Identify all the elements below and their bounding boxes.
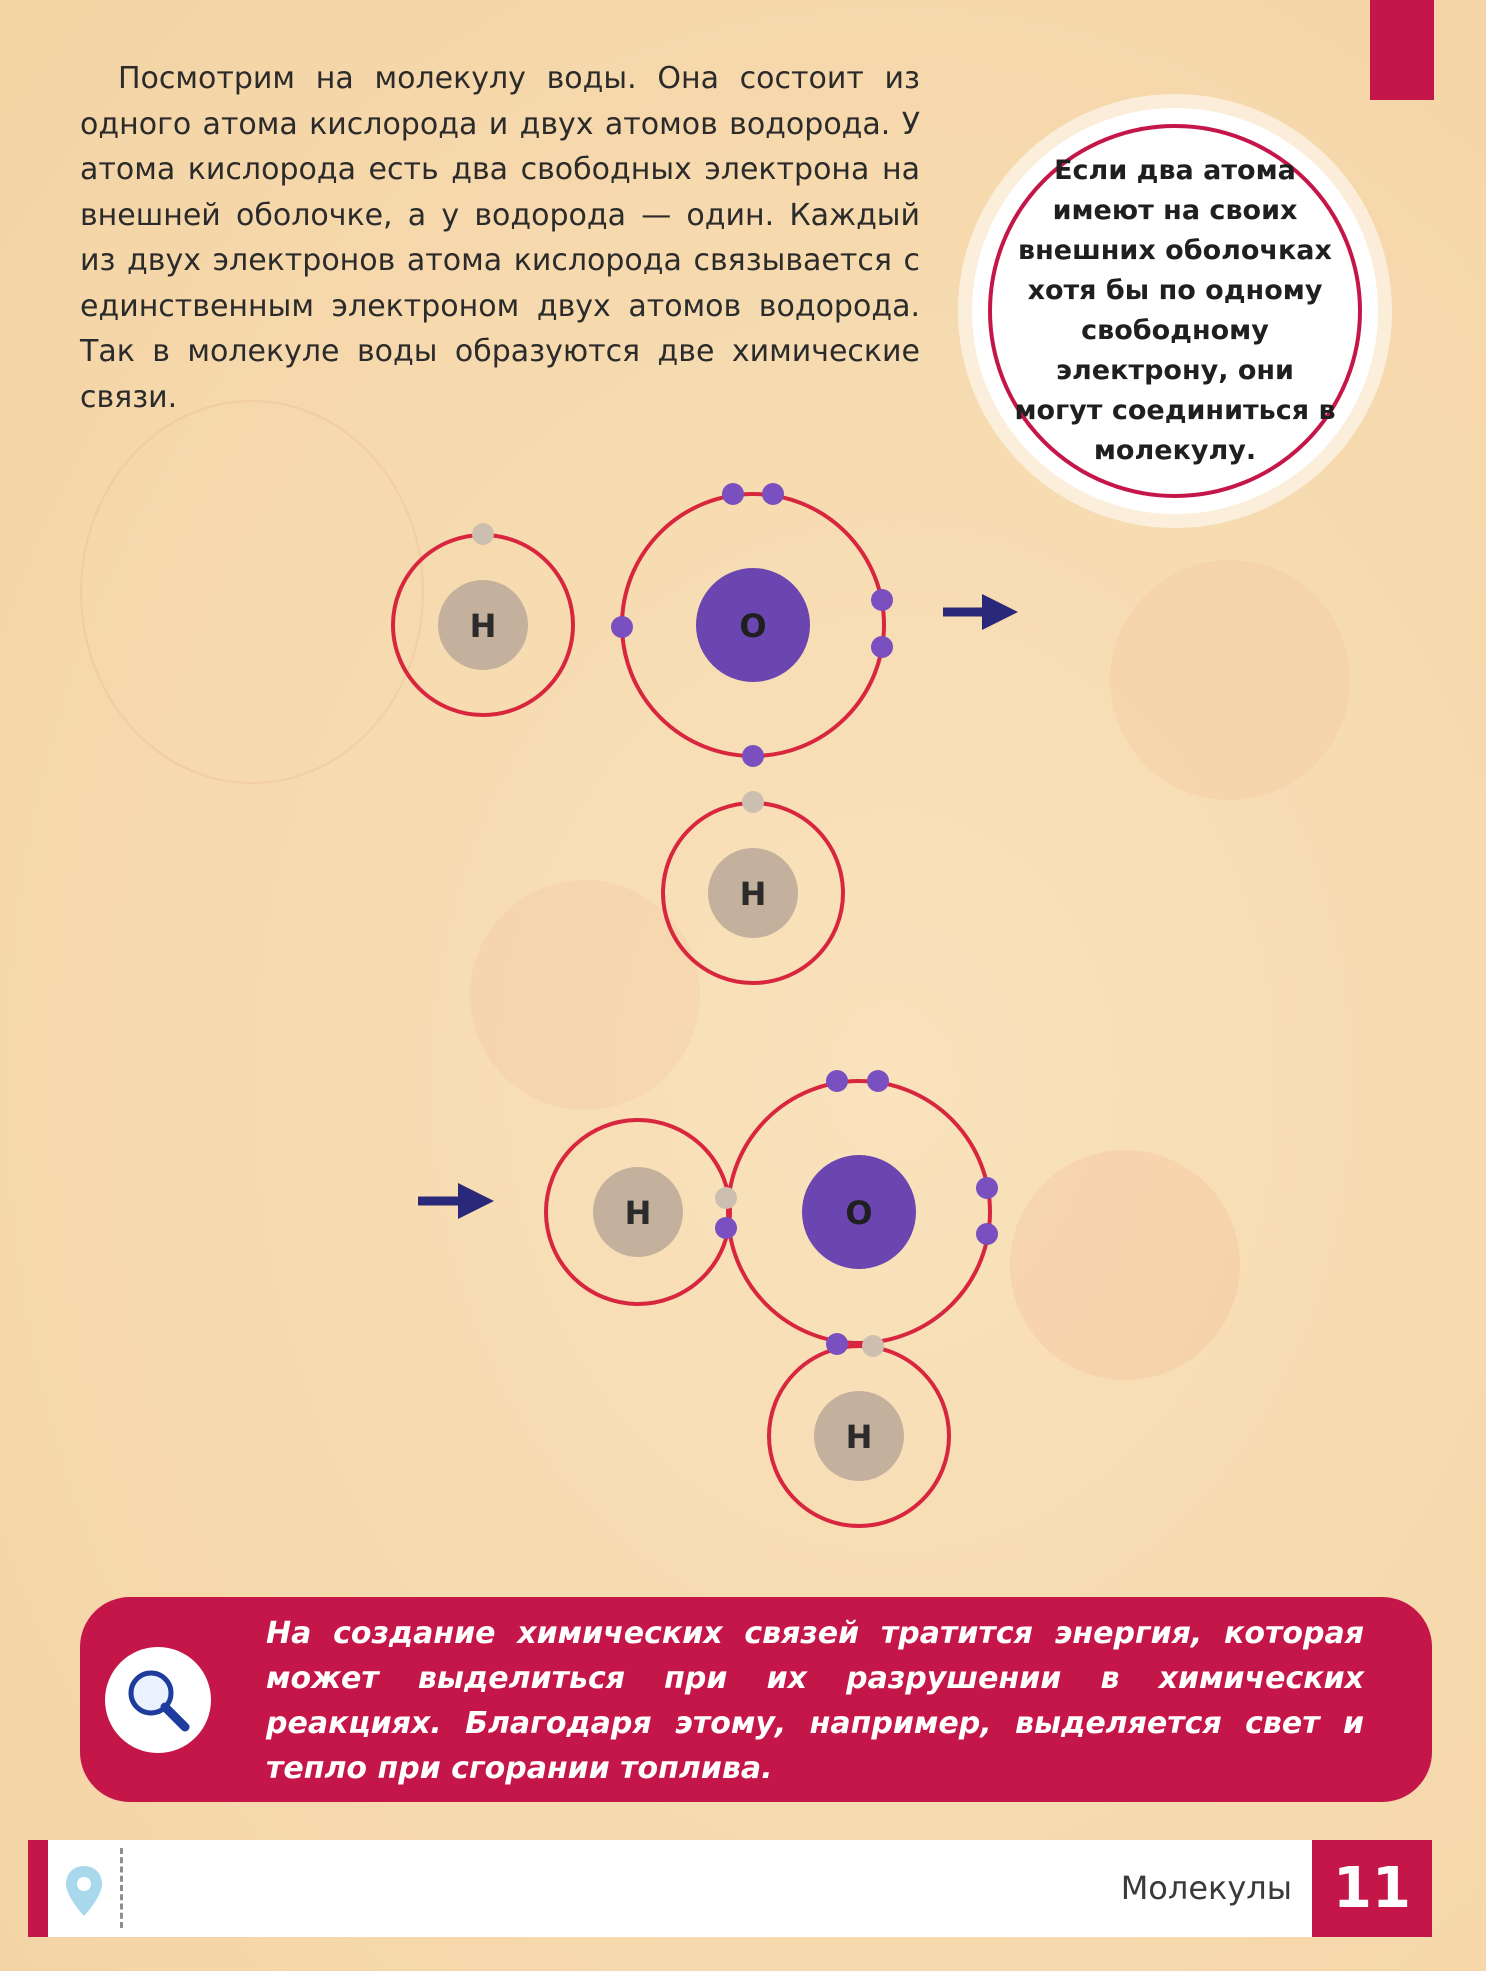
intro-paragraph: Посмотрим на молекулу воды. Она состоит из одного атома кислорода и двух атомов водорода. У атома кислорода есть два свободных электрона на внешней оболочке, а у водорода — один. Каждый из двух электронов атома кислорода связывается с единственным электроном двух атомов водорода. Так в молекуле воды образуются две химические связи. (80, 61, 920, 415)
oxygen-electron (867, 1070, 889, 1092)
bond-oxygen-electron (826, 1333, 848, 1355)
separate-atoms-group (393, 483, 1000, 983)
hydrogen-label: H (469, 607, 497, 645)
bond-hydrogen-electron (862, 1335, 884, 1357)
bond-hydrogen-electron (715, 1187, 737, 1209)
oxygen-atom (611, 483, 893, 767)
info-banner (80, 1597, 1432, 1802)
oxygen-electron (976, 1177, 998, 1199)
page-number-box (1312, 1840, 1432, 1937)
hydrogen-label: H (624, 1194, 652, 1232)
hydrogen-label: H (845, 1418, 873, 1456)
oxygen-electron (762, 483, 784, 505)
footer-section-title: Молекулы (1120, 1869, 1292, 1907)
oxygen-electron (742, 745, 764, 767)
hydrogen-label: H (739, 875, 767, 913)
info-banner-text: На создание химических связей тратится энергия, которая может выделиться при их разрушении в химических реакциях. Благодаря этому, например, выделяется свет и тепло при сгорании топлива. (266, 1616, 1364, 1786)
footer-bar (28, 1840, 1432, 1937)
magnifier-icon (105, 1647, 211, 1753)
bond-oxygen-electron (715, 1217, 737, 1239)
oxygen-electron (826, 1070, 848, 1092)
footer-divider (120, 1848, 123, 1928)
oxygen-electron (722, 483, 744, 505)
oxygen-electron (976, 1223, 998, 1245)
hydrogen-atom (663, 791, 843, 983)
callout-text: Если два атома имеют на своих внешних оболочках хотя бы по одному свободному электрону, они могут соединиться в молекулу. (1014, 155, 1336, 466)
oxygen-label: O (739, 607, 767, 645)
footer-accent (28, 1840, 48, 1937)
oxygen-electron (871, 636, 893, 658)
hydrogen-atom (393, 523, 573, 715)
oxygen-electron (871, 589, 893, 611)
oxygen-label: O (845, 1194, 873, 1232)
oxygen-atom (728, 1070, 998, 1343)
location-pin-icon (64, 1864, 104, 1918)
oxygen-electron (611, 616, 633, 638)
hydrogen-atom (769, 1346, 949, 1526)
water-molecule-group (418, 1070, 998, 1526)
hydrogen-electron (472, 523, 494, 545)
magnifier-icon-badge (105, 1647, 211, 1753)
hydrogen-electron (742, 791, 764, 813)
hydrogen-atom (546, 1120, 730, 1304)
page-number: 11 (1333, 1856, 1411, 1921)
